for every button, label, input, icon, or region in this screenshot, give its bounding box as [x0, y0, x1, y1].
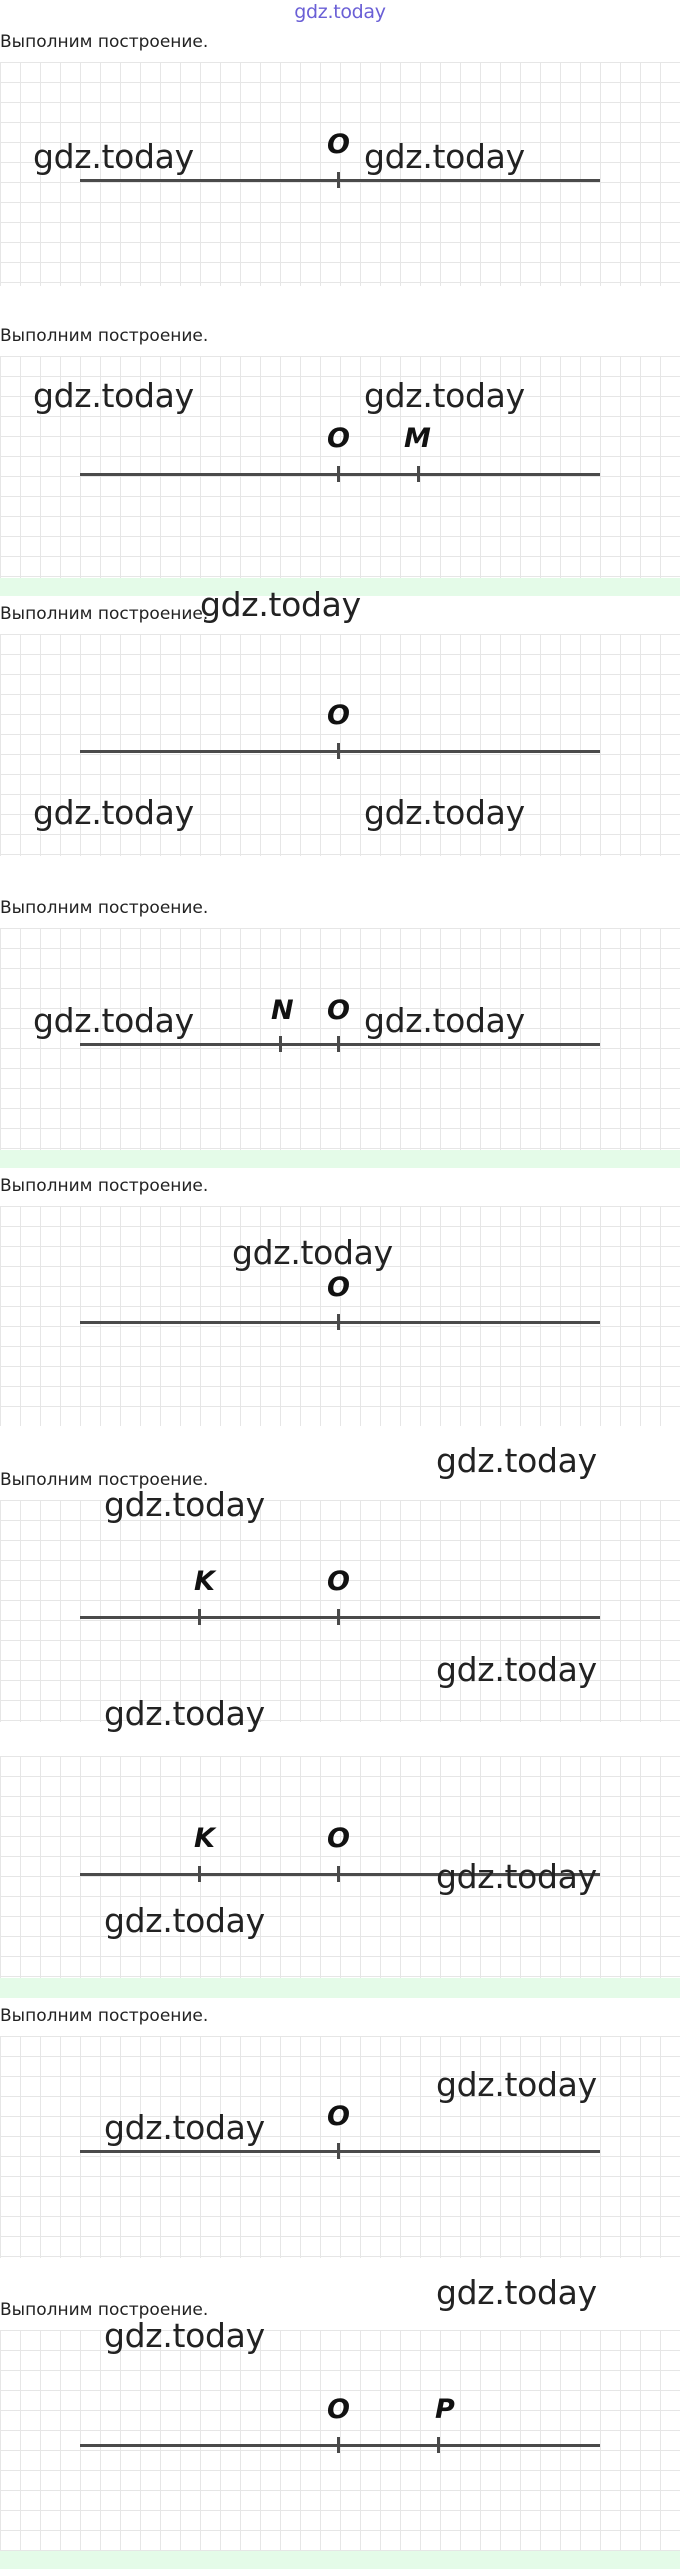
separator-band: [0, 2551, 680, 2569]
point-o-tick: [337, 172, 340, 188]
section-caption: Выполним построение.: [0, 326, 209, 346]
number-line: [80, 1321, 600, 1324]
watermark: gdz.today: [104, 1901, 265, 1940]
watermark: gdz.today: [436, 1441, 597, 1480]
watermark: gdz.today: [436, 1650, 597, 1689]
point-o-label: O: [327, 1272, 350, 1303]
separator-band: [0, 1978, 680, 1998]
point-p-label: P: [435, 2394, 455, 2425]
watermark: gdz.today: [436, 2065, 597, 2104]
point-o-tick: [337, 743, 340, 759]
point-o-label: O: [327, 129, 350, 160]
number-line: [80, 1616, 600, 1619]
watermark: gdz.today: [436, 1857, 597, 1896]
point-o-label: O: [327, 423, 350, 454]
number-line: [80, 750, 600, 753]
point-o-label: O: [327, 1823, 350, 1854]
point-o-tick: [337, 1609, 340, 1625]
watermark: gdz.today: [364, 1001, 525, 1040]
point-p-tick: [437, 2437, 440, 2453]
watermark: gdz.today: [33, 793, 194, 832]
point-o-label: O: [327, 2101, 350, 2132]
section-caption: Выполним построение.: [0, 2006, 209, 2026]
point-m-tick: [417, 466, 420, 482]
number-line: [80, 2444, 600, 2447]
watermark: gdz.today: [33, 376, 194, 415]
point-n-label: N: [271, 995, 294, 1026]
point-k-tick: [198, 1866, 201, 1882]
watermark: gdz.today: [104, 2316, 265, 2355]
separator-band: [0, 1150, 680, 1168]
site-logo[interactable]: gdz.today: [294, 1, 386, 23]
watermark: gdz.today: [364, 793, 525, 832]
number-line: [80, 473, 600, 476]
point-o-label: O: [327, 1566, 350, 1597]
point-k-label: K: [194, 1566, 215, 1597]
section-caption: Выполним построение.: [0, 604, 209, 624]
section-caption: Выполним построение.: [0, 32, 209, 52]
number-line: [80, 179, 600, 182]
section-caption: Выполним построение.: [0, 2300, 209, 2320]
number-line: [80, 1043, 600, 1046]
watermark: gdz.today: [364, 137, 525, 176]
watermark: gdz.today: [104, 1694, 265, 1733]
grid-figure-9: [0, 2330, 680, 2551]
watermark: gdz.today: [104, 1485, 265, 1524]
point-o-label: O: [327, 995, 350, 1026]
watermark: gdz.today: [364, 376, 525, 415]
watermark: gdz.today: [104, 2108, 265, 2147]
point-o-label: O: [327, 700, 350, 731]
number-line: [80, 2150, 600, 2153]
point-o-tick: [337, 1036, 340, 1052]
watermark: gdz.today: [232, 1233, 393, 1272]
section-caption: Выполним построение.: [0, 898, 209, 918]
watermark: gdz.today: [200, 585, 361, 624]
section-caption: Выполним построение.: [0, 1470, 209, 1490]
point-k-tick: [198, 1609, 201, 1625]
point-o-tick: [337, 2437, 340, 2453]
point-o-tick: [337, 466, 340, 482]
section-caption: Выполним построение.: [0, 1176, 209, 1196]
point-o-tick: [337, 2143, 340, 2159]
point-o-tick: [337, 1314, 340, 1330]
watermark: gdz.today: [33, 1001, 194, 1040]
point-o-label: O: [327, 2394, 350, 2425]
watermark: gdz.today: [436, 2273, 597, 2312]
point-m-label: M: [404, 423, 431, 454]
watermark: gdz.today: [33, 137, 194, 176]
point-o-tick: [337, 1866, 340, 1882]
point-n-tick: [279, 1036, 282, 1052]
point-k-label: K: [194, 1823, 215, 1854]
